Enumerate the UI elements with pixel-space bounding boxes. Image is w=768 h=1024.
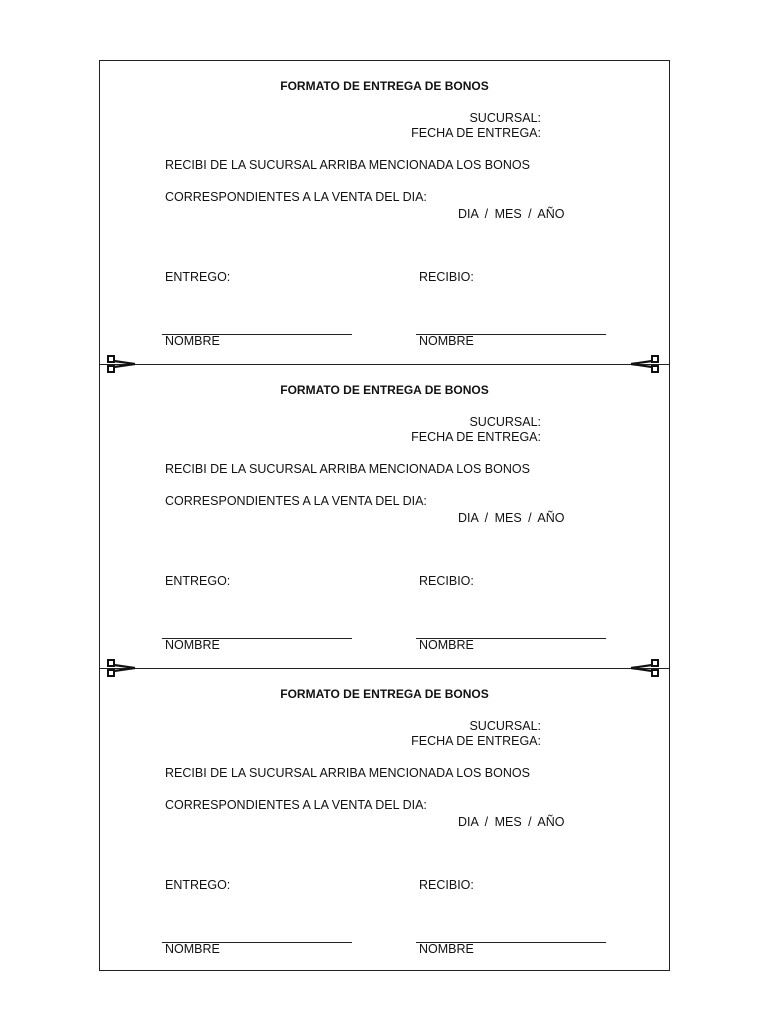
receipt-text-line-2: CORRESPONDIENTES A LA VENTA DEL DIA: [165, 190, 427, 204]
slip-title: FORMATO DE ENTREGA DE BONOS [280, 687, 489, 701]
nombre-label-recibio: NOMBRE [419, 334, 474, 348]
delivery-slip-3 [99, 670, 670, 974]
date-format-hint: DIA / MES / AÑO [458, 207, 565, 221]
receipt-text-line-2: CORRESPONDIENTES A LA VENTA DEL DIA: [165, 494, 427, 508]
nombre-label-recibio: NOMBRE [419, 942, 474, 956]
receipt-text-line-1: RECIBI DE LA SUCURSAL ARRIBA MENCIONADA LOS BONOS [165, 158, 530, 172]
receipt-text-line-1: RECIBI DE LA SUCURSAL ARRIBA MENCIONADA LOS BONOS [165, 462, 530, 476]
receipt-text-line-2: CORRESPONDIENTES A LA VENTA DEL DIA: [165, 798, 427, 812]
nombre-label-entrego: NOMBRE [165, 942, 220, 956]
nombre-label-entrego: NOMBRE [165, 334, 220, 348]
recibio-label: RECIBIO: [419, 574, 474, 588]
slip-title: FORMATO DE ENTREGA DE BONOS [280, 383, 489, 397]
cut-line-2 [99, 668, 670, 669]
fecha-entrega-label: FECHA DE ENTREGA: [411, 734, 541, 748]
recibio-label: RECIBIO: [419, 270, 474, 284]
fecha-entrega-label: FECHA DE ENTREGA: [411, 430, 541, 444]
receipt-text-line-1: RECIBI DE LA SUCURSAL ARRIBA MENCIONADA LOS BONOS [165, 766, 530, 780]
delivery-slip-1 [99, 62, 670, 366]
nombre-label-entrego: NOMBRE [165, 638, 220, 652]
entrego-label: ENTREGO: [165, 270, 231, 284]
slip-title: FORMATO DE ENTREGA DE BONOS [280, 79, 489, 93]
entrego-label: ENTREGO: [165, 574, 231, 588]
fecha-entrega-label: FECHA DE ENTREGA: [411, 126, 541, 140]
nombre-label-recibio: NOMBRE [419, 638, 474, 652]
cut-line-1 [99, 364, 670, 365]
sucursal-label: SUCURSAL: [469, 111, 541, 125]
sucursal-label: SUCURSAL: [469, 415, 541, 429]
date-format-hint: DIA / MES / AÑO [458, 815, 565, 829]
recibio-label: RECIBIO: [419, 878, 474, 892]
entrego-label: ENTREGO: [165, 878, 231, 892]
sucursal-label: SUCURSAL: [469, 719, 541, 733]
delivery-slip-2 [99, 366, 670, 670]
date-format-hint: DIA / MES / AÑO [458, 511, 565, 525]
